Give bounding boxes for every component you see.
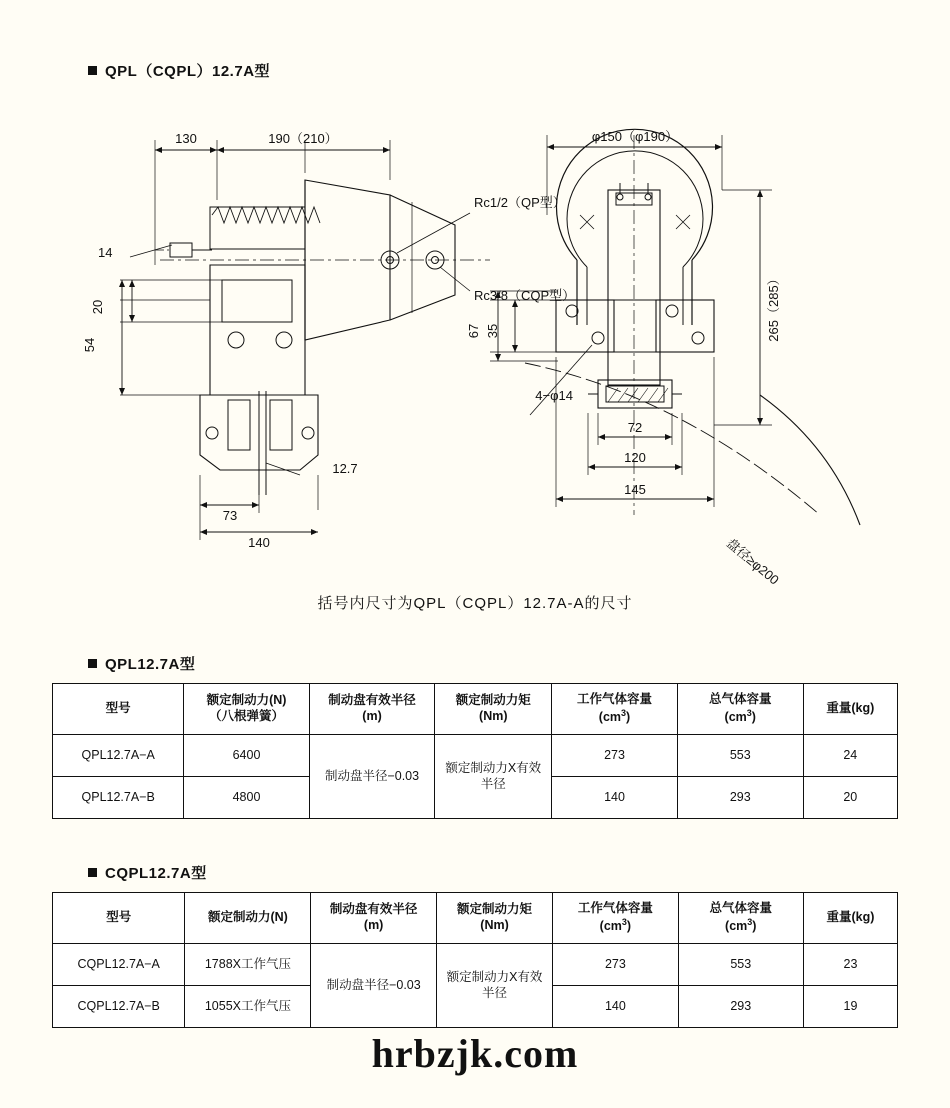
dim-190: 190（210）: [268, 131, 338, 146]
dim-72: 72: [627, 420, 643, 435]
dim-67: 67: [466, 323, 481, 339]
cell-model: QPL12.7A−A: [53, 735, 184, 777]
cell-model: CQPL12.7A−B: [53, 986, 185, 1028]
header-effective-radius: 制动盘有效半径 (m): [309, 684, 435, 735]
header-rated-force: 额定制动力(N): [185, 893, 311, 944]
page-title: [88, 60, 270, 81]
cell-rated-torque: 额定制动力X有效 半径: [435, 735, 552, 819]
header-weight: 重量(kg): [803, 893, 897, 944]
label-rc12: Rc1/2（QP型）: [474, 195, 566, 210]
dim-120: 120: [624, 450, 646, 465]
cell-total-volume: 553: [678, 944, 803, 986]
dim-12-7: 12.7: [332, 461, 358, 476]
cell-rated-force: 1055X工作气压: [185, 986, 311, 1028]
bullet-square-icon: [88, 66, 97, 75]
header-model: 型号: [53, 684, 184, 735]
cqpl-table-title: [88, 862, 207, 883]
cell-weight: 20: [803, 777, 897, 819]
page-title-text: QPL（CQPL）12.7A型: [105, 63, 271, 80]
cell-rated-force: 1788X工作气压: [185, 944, 311, 986]
cell-working-volume: 273: [552, 735, 678, 777]
qpl-table-title: [88, 653, 195, 674]
header-model: 型号: [53, 893, 185, 944]
cell-total-volume: 293: [678, 986, 803, 1028]
dim-phi150: φ150（φ190）: [591, 129, 679, 144]
header-total-volume: 总气体容量 $(cm^3)$: [678, 893, 803, 944]
dim-20: 20: [90, 299, 105, 315]
cell-working-volume: 273: [553, 944, 678, 986]
qpl-table-title-text: QPL12.7A型: [105, 656, 196, 673]
header-weight: 重量(kg): [803, 684, 897, 735]
cqpl-table-title-text: CQPL12.7A型: [105, 865, 207, 882]
header-working-volume: 工作气体容量 $(cm^3)$: [553, 893, 678, 944]
dim-35: 35: [485, 323, 500, 339]
bullet-square-icon: [88, 659, 97, 668]
table-header-row: [53, 684, 898, 735]
cell-total-volume: 293: [677, 777, 803, 819]
header-working-volume: 工作气体容量 $(cm^3)$: [552, 684, 678, 735]
table-header-row: [53, 893, 898, 944]
site-watermark: hrbzjk.com: [371, 1031, 579, 1076]
cell-model: QPL12.7A−B: [53, 777, 184, 819]
technical-drawing: [60, 95, 900, 635]
cell-rated-force: 6400: [184, 735, 309, 777]
qpl-spec-table: [52, 683, 898, 819]
cell-rated-torque: 额定制动力X有效 半径: [436, 944, 552, 1028]
table-row: [53, 735, 898, 777]
cell-weight: 24: [803, 735, 897, 777]
header-rated-force: 额定制动力(N) （八根弹簧）: [184, 684, 309, 735]
table-row: [53, 944, 898, 986]
cell-model: CQPL12.7A−A: [53, 944, 185, 986]
header-total-volume: 总气体容量 $(cm^3)$: [677, 684, 803, 735]
cell-total-volume: 553: [677, 735, 803, 777]
dim-130: 130: [175, 131, 197, 146]
cqpl-spec-table: [52, 892, 898, 1028]
dim-4-phi14: 4−φ14: [535, 388, 573, 403]
drawing-caption: 括号内尺寸为QPL（CQPL）12.7A-A的尺寸: [317, 595, 633, 612]
header-rated-torque: 额定制动力矩 (Nm): [436, 893, 552, 944]
cell-rated-force: 4800: [184, 777, 309, 819]
cell-weight: 19: [803, 986, 897, 1028]
header-rated-torque: 额定制动力矩 (Nm): [435, 684, 552, 735]
cell-working-volume: 140: [553, 986, 678, 1028]
dim-265: 265（285）: [766, 272, 781, 342]
dim-14: 14: [98, 245, 113, 260]
cell-weight: 23: [803, 944, 897, 986]
dim-140: 140: [248, 535, 270, 550]
label-disc-dia: 盘径≥φ200: [723, 535, 782, 588]
header-effective-radius: 制动盘有效半径 (m): [311, 893, 436, 944]
cell-effective-radius: 制动盘半径−0.03: [311, 944, 436, 1028]
dim-54: 54: [82, 337, 97, 353]
dim-145: 145: [624, 482, 646, 497]
cell-effective-radius: 制动盘半径−0.03: [309, 735, 435, 819]
label-rc38: Rc3/8（CQP型）: [474, 288, 576, 303]
dim-73: 73: [222, 508, 238, 523]
cell-working-volume: 140: [552, 777, 678, 819]
bullet-square-icon: [88, 868, 97, 877]
